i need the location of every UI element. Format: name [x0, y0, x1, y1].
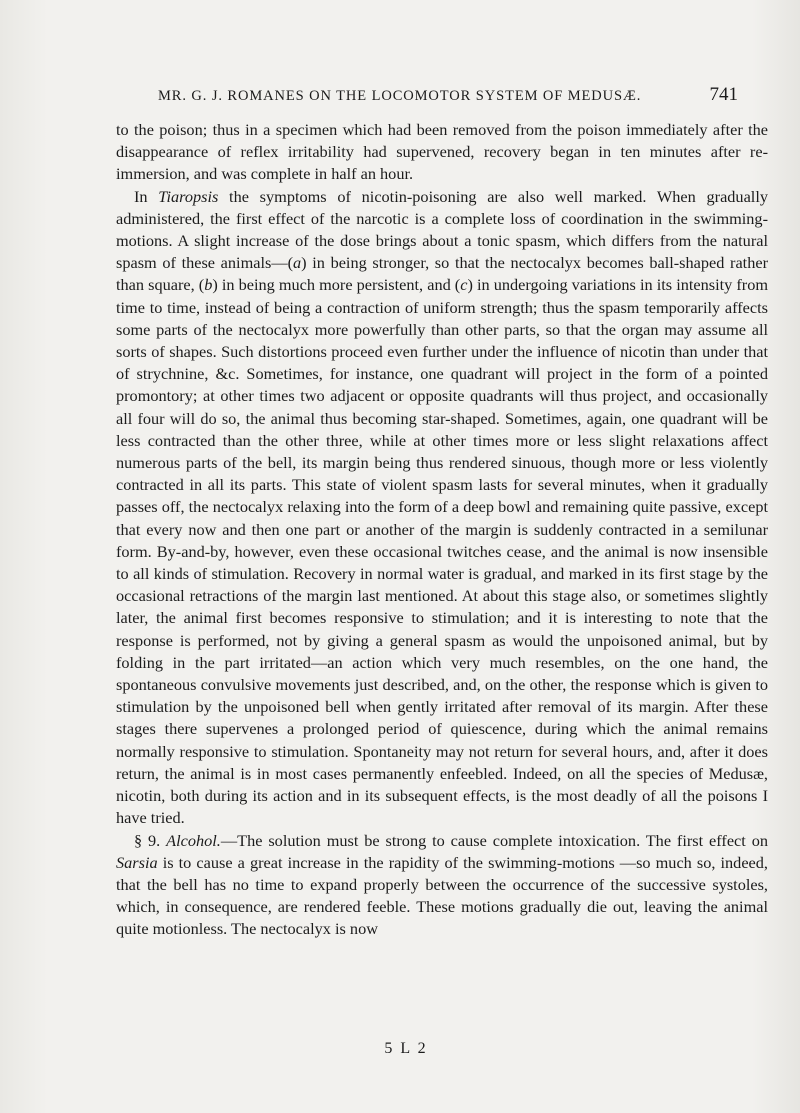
page-number: 741 [709, 84, 738, 105]
paragraph-alcohol [116, 830, 768, 941]
italic-run: Alcohol. [166, 830, 221, 850]
italic-run: Sarsia [116, 852, 158, 872]
text-run: § 9. [134, 830, 167, 850]
italic-run: b [204, 275, 213, 295]
text-run: the symptoms of nicotin-poisoning are also well marked. When gradually administered, the first effect of the narcotic is a complete loss of coordination in the swimming-motions. A slight increase of the dose brings about a tonic spasm, which differs from the natural spasm of these animals—( [116, 186, 768, 273]
page-header [112, 84, 738, 108]
text-run: to the poison; thus in a specimen which had been removed from the poison immediately after the disappearance of reflex irritability had supervened, recovery began in ten minutes after re-immersion, and was complete in half an hour. [116, 120, 768, 184]
running-head: MR. G. J. ROMANES ON THE LOCOMOTOR SYSTEM OF MEDUSÆ. [158, 88, 642, 104]
text-run: ) in being stronger, so that the nectocalyx becomes ball-shaped rather than square, ( [116, 253, 768, 295]
paragraph-continuation [116, 119, 768, 186]
body-text [116, 119, 768, 941]
paragraph-tiaropsis [116, 186, 768, 830]
text-run: ) in undergoing variations in its intensity from time to time, instead of being a contraction of uniform strength; thus the spasm temporarily affects some parts of the nectocalyx more powerfully than other parts, so that the organ may assume all sorts of shapes. Such distortions proceed even further under the influence of nicotin than under that of strychnine, &c. Sometimes, for instance, one quadrant will project in the form of a pointed promontory; at other times two adjacent or opposite quadrants will thus project, and occasionally all four will do so, the animal thus becoming star-shaped. Sometimes, again, one quadrant will be less contracted than the other three, while at other times more or less slight relaxations affect numerous parts of the bell, its margin being thus rendered sinuous, though more or less violently contracted in all its parts. This state of violent spasm lasts for several minutes, when it gradually passes off, the nectocalyx relaxing into the form of a deep bowl and remaining quite passive, except that every now and then one part or another of the margin is suddenly contracted in a semilunar form. By-and-by, however, even these occasional twitches cease, and the animal is now insensible to all kinds of stimulation. Recovery in normal water is gradual, and marked in its first stage by the occasional retractions of the margin last mentioned. At about this stage also, or sometimes slightly later, the animal first becomes responsive to stimulation; and it is interesting to note that the response is performed, not by giving a general spasm as would the unpoisoned animal, but by folding in the part irritated—an action which very much resembles, on the one hand, the spontaneous convulsive movements just described, and, on the other, the response which is given to stimulation by the unpoisoned bell when gently irritated after removal of its margin. After these stages there supervenes a prolonged period of quiescence, during which the animal remains normally responsive to stimulation. Spontaneity may not return for several hours, and, after it does return, the animal is in most cases permanently enfeebled. Indeed, on all the species of Medusæ, nicotin, both during its action and in its subsequent effects, is the most deadly of all the poisons I have tried. [116, 275, 769, 828]
text-run: —The solution must be strong to cause complete intoxication. The first effect on [220, 830, 768, 850]
text-run: is to cause a great increase in the rapidity of the swimming-motions —so much so, indeed, that the bell has no time to expand properly between the occurrence of the successive systoles, which, in consequence, are rendered feeble. These motions gradually die out, leaving the animal quite motionless. The nectocalyx is now [116, 852, 768, 939]
signature-mark: 5 L 2 [384, 1040, 428, 1057]
italic-run: a [293, 253, 302, 273]
text-run: In [134, 186, 159, 206]
text-run: ) in being much more persistent, and ( [212, 275, 461, 295]
italic-run: Tiaropsis [158, 186, 219, 206]
italic-run: c [460, 275, 468, 295]
